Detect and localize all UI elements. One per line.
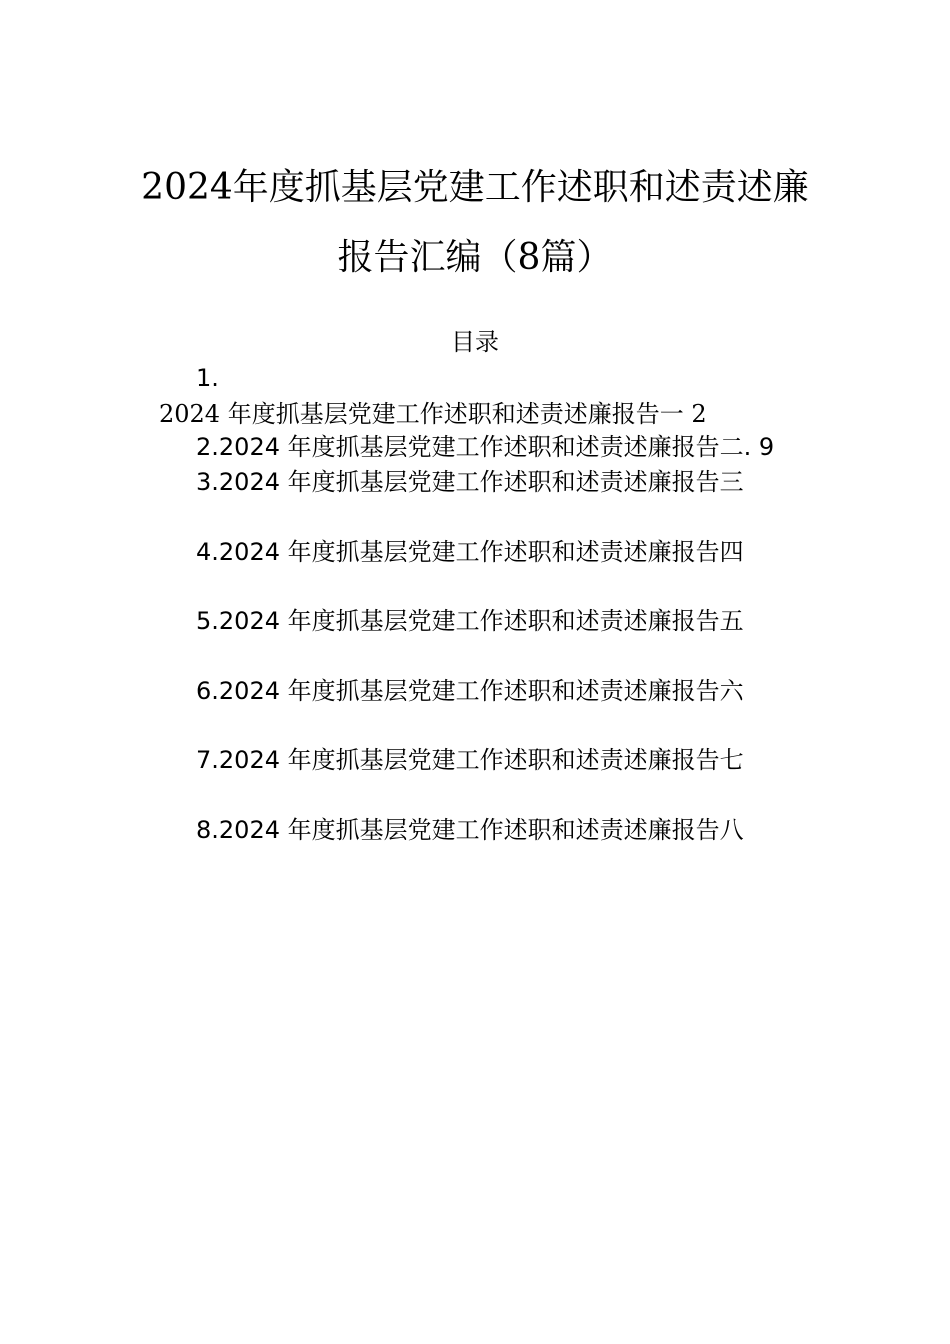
document-title-line-2 [0, 236, 950, 280]
toc-entry-4-title[interactable]: 4.2024 年度抓基层党建工作述职和述责述廉报告四 [196, 538, 744, 566]
title-line2-post: 篇） [540, 237, 613, 278]
toc-entry-2[interactable]: 2.2024 年度抓基层党建工作述职和述责述廉报告二. 9 [196, 433, 775, 461]
toc-heading: 目录 [451, 328, 499, 356]
toc-entry-6-title[interactable]: 6.2024 年度抓基层党建工作述职和述责述廉报告六 [196, 677, 744, 705]
title-year: 2024 [141, 167, 233, 208]
toc-entry-3-title[interactable]: 3.2024 年度抓基层党建工作述职和述责述廉报告三 [196, 468, 744, 496]
toc-entry-1-title: 2024 年度抓基层党建工作述职和述责述廉报告一 [159, 400, 684, 428]
toc-entry-5-title[interactable]: 5.2024 年度抓基层党建工作述职和述责述廉报告五 [196, 607, 744, 635]
toc-entry-1[interactable] [159, 398, 707, 430]
toc-entry-7-title[interactable]: 7.2024 年度抓基层党建工作述职和述责述廉报告七 [196, 746, 744, 774]
toc-entry-1-number[interactable]: 1. [196, 364, 219, 392]
title-text: 年度抓基层党建工作述职和述责述廉 [232, 167, 809, 208]
document-title-line-1 [0, 166, 950, 210]
title-line2-pre: 报告汇编（ [337, 237, 518, 278]
toc-entry-1-page: 2 [691, 400, 707, 428]
title-count: 8 [517, 237, 541, 278]
toc-entry-8-title[interactable]: 8.2024 年度抓基层党建工作述职和述责述廉报告八 [196, 816, 744, 844]
